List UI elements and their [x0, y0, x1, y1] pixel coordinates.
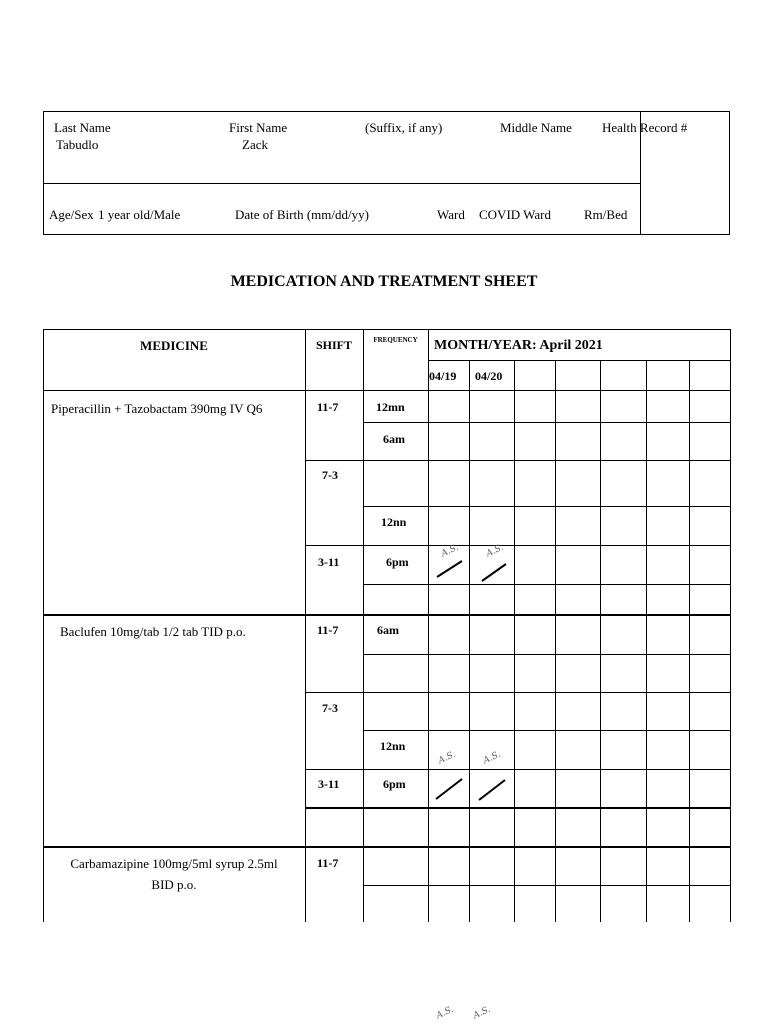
medication-table [43, 329, 731, 922]
rm-bed-label: Rm/Bed [584, 207, 628, 222]
medicine-1-time-12nn: 12nn [381, 515, 407, 529]
ward-value: COVID Ward [479, 207, 552, 222]
initials-mark-5: A.S. [434, 1004, 456, 1022]
medicine-1-time-12mn: 12mn [376, 400, 405, 414]
medicine-1-shift-3-11: 3-11 [318, 555, 340, 569]
last-name-value: Tabudlo [56, 137, 99, 152]
medicine-2-time-12nn: 12nn [380, 739, 406, 753]
medicine-2-shift-11-7: 11-7 [317, 623, 339, 637]
check-slash-marks-1 [429, 549, 515, 589]
medicine-1-time-6am: 6am [383, 432, 405, 446]
medicine-2-shift-3-11: 3-11 [318, 777, 340, 791]
medicine-1-time-6pm: 6pm [386, 555, 409, 569]
dob-label: Date of Birth (mm/dd/yy) [235, 207, 369, 222]
age-sex-value: 1 year old/Male [98, 207, 181, 222]
medicine-2-time-6pm: 6pm [383, 777, 406, 791]
ward-label: Ward [437, 207, 465, 222]
sheet-title: MEDICATION AND TREATMENT SHEET [230, 273, 538, 290]
check-slash-marks-2 [429, 771, 515, 805]
medicine-1-shift-11-7: 11-7 [317, 400, 339, 414]
medicine-1-name: Piperacillin + Tazobactam 390mg IV Q6 [51, 401, 263, 416]
frequency-header: FREQUENCY [373, 336, 418, 344]
initials-mark-3: A.S. [436, 749, 458, 767]
health-record-label: Health Record # [602, 120, 688, 135]
patient-box-divider [43, 183, 641, 184]
medicine-3-shift-11-7: 11-7 [317, 856, 339, 870]
medicine-3-name-line2: BID p.o. [151, 877, 197, 892]
shift-header: SHIFT [315, 338, 352, 352]
middle-name-label: Middle Name [500, 120, 572, 135]
medicine-1-shift-7-3: 7-3 [322, 468, 338, 482]
initials-mark-1: A.S. [439, 542, 461, 560]
initials-mark-2: A.S. [484, 542, 506, 560]
medicine-2-shift-7-3: 7-3 [322, 701, 338, 715]
suffix-label: (Suffix, if any) [365, 120, 443, 135]
first-name-label: First Name [229, 120, 288, 135]
medicine-2-time-6am: 6am [377, 623, 399, 637]
initials-mark-6: A.S. [471, 1004, 493, 1022]
initials-mark-4: A.S. [481, 749, 503, 767]
month-year: MONTH/YEAR: April 2021 [434, 338, 603, 353]
medicine-3-name-line1: Carbamazipine 100mg/5ml syrup 2.5ml [70, 856, 278, 871]
first-name-value: Zack [242, 137, 268, 152]
age-sex-label: Age/Sex [49, 207, 94, 222]
date-0420: 04/20 [475, 369, 503, 383]
last-name-label: Last Name [54, 120, 111, 135]
date-0419: 04/19 [429, 369, 457, 383]
medicine-2-name: Baclufen 10mg/tab 1/2 tab TID p.o. [60, 624, 246, 639]
medicine-header: MEDICINE [140, 338, 208, 353]
